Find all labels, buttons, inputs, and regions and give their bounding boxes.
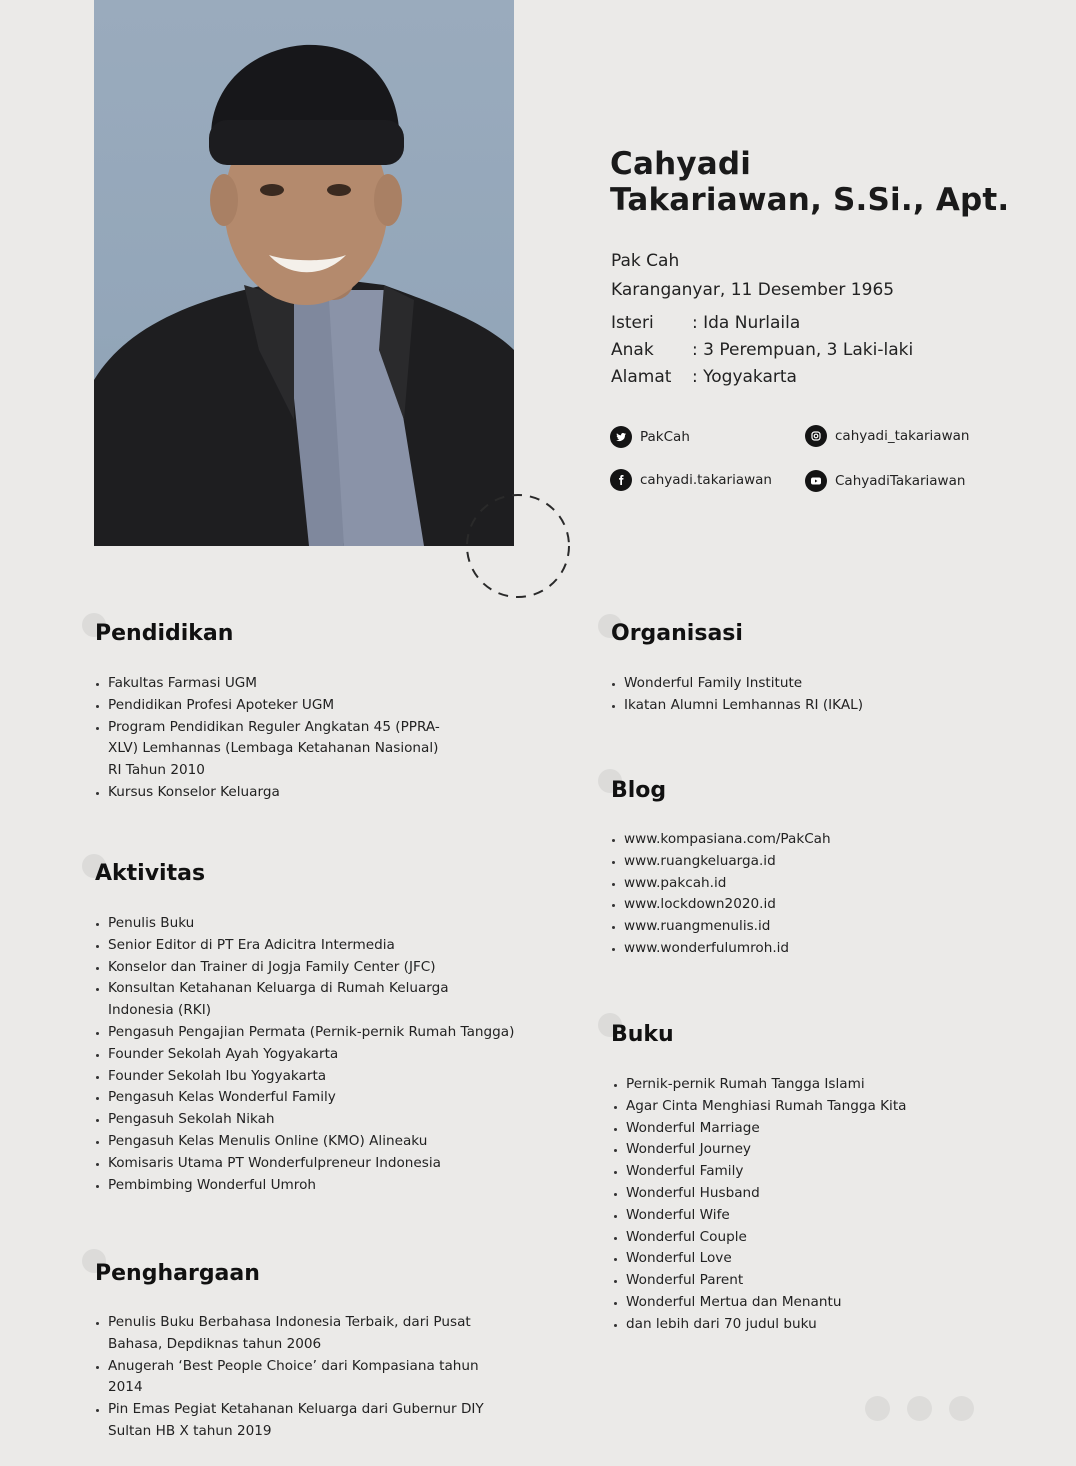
list-item: Kursus Konselor Keluarga [108,782,453,804]
social-facebook[interactable] [610,469,772,491]
section-title-pendidikan: Pendidikan [95,621,234,646]
list-item: Wonderful Love [626,1248,1046,1270]
section-title-blog: Blog [611,778,667,803]
page-dot[interactable] [907,1396,932,1421]
list-item: Wonderful Journey [626,1139,1046,1161]
blog-link[interactable]: www.wonderfulumroh.id [624,938,1044,960]
facebook-icon [610,469,632,491]
section-title-aktivitas: Aktivitas [95,861,206,886]
birth-info: Karanganyar, 11 Desember 1965 [611,280,895,300]
section-title-organisasi: Organisasi [611,621,743,646]
list-item: dan lebih dari 70 judul buku [626,1314,1046,1336]
list-item: Pin Emas Pegiat Ketahanan Keluarga dari Gubernur DIY Sultan HB X tahun 2019 [108,1399,493,1443]
list-item: Anugerah ‘Best People Choice’ dari Kompasiana tahun 2014 [108,1356,508,1400]
blog-link[interactable]: www.ruangkeluarga.id [624,851,1044,873]
buku-list [612,1074,1046,1336]
twitter-handle: PakCah [640,429,690,445]
list-item: Konsultan Ketahanan Keluarga di Rumah Keluarga Indonesia (RKI) [108,978,468,1022]
instagram-icon [805,425,827,447]
list-item: Wonderful Family Institute [624,673,1044,695]
penghargaan-list [94,1312,508,1443]
list-item: Fakultas Farmasi UGM [108,673,453,695]
decorative-dashed-circle [462,490,574,602]
nickname: Pak Cah [611,251,680,271]
blog-link[interactable]: www.lockdown2020.id [624,894,1044,916]
list-item: Pengasuh Sekolah Nikah [108,1109,508,1131]
aktivitas-list [94,913,515,1196]
facebook-handle: cahyadi.takariawan [640,472,772,488]
social-youtube[interactable] [805,470,965,492]
list-item: Pengasuh Kelas Menulis Online (KMO) Alineaku [108,1131,508,1153]
list-item: Pengasuh Kelas Wonderful Family [108,1087,508,1109]
spouse-value: : Ida Nurlaila [692,313,801,333]
page-dot[interactable] [865,1396,890,1421]
list-item: Wonderful Parent [626,1270,1046,1292]
blog-link[interactable]: www.ruangmenulis.id [624,916,1044,938]
list-item: Founder Sekolah Ibu Yogyakarta [108,1066,508,1088]
list-item: Konselor dan Trainer di Jogja Family Center (JFC) [108,957,508,979]
spouse-label: Isteri [611,313,654,333]
organisasi-list [610,673,1044,717]
page-indicator [865,1396,974,1421]
list-item: Penulis Buku Berbahasa Indonesia Terbaik, dari Pusat Bahasa, Depdiknas tahun 2006 [108,1312,473,1356]
blog-link[interactable]: www.pakcah.id [624,873,1044,895]
portrait-illustration [94,0,514,546]
children-label: Anak [611,340,654,360]
children-value: : 3 Perempuan, 3 Laki-laki [692,340,914,360]
social-instagram[interactable] [805,425,969,447]
list-item: Pendidikan Profesi Apoteker UGM [108,695,453,717]
list-item: Wonderful Mertua dan Menantu [626,1292,1046,1314]
blog-link[interactable]: www.kompasiana.com/PakCah [624,829,1044,851]
list-item: Wonderful Marriage [626,1118,1046,1140]
list-item: Wonderful Husband [626,1183,1046,1205]
list-item: Senior Editor di PT Era Adicitra Intermedia [108,935,508,957]
name-line-2: Takariawan, S.Si., Apt. [610,182,1010,218]
social-twitter[interactable] [610,426,690,448]
profile-name [610,146,1030,218]
list-item: Pengasuh Pengajian Permata (Pernik-pernik Rumah Tangga) [108,1022,508,1044]
list-item: Pernik-pernik Rumah Tangga Islami [626,1074,1046,1096]
list-item: Wonderful Wife [626,1205,1046,1227]
list-item: Penulis Buku [108,913,508,935]
list-item: Ikatan Alumni Lemhannas RI (IKAL) [624,695,1044,717]
name-line-1: Cahyadi [610,146,752,182]
youtube-handle: CahyadiTakariawan [835,473,966,489]
page-dot[interactable] [949,1396,974,1421]
twitter-icon [610,426,632,448]
instagram-handle: cahyadi_takariawan [835,428,970,444]
list-item: Wonderful Couple [626,1227,1046,1249]
section-title-buku: Buku [611,1022,674,1047]
address-value: : Yogyakarta [692,367,797,387]
portrait-photo [94,0,514,546]
blog-list [610,829,1044,960]
list-item: Pembimbing Wonderful Umroh [108,1175,508,1197]
list-item: Agar Cinta Menghiasi Rumah Tangga Kita [626,1096,1046,1118]
list-item: Komisaris Utama PT Wonderfulpreneur Indonesia [108,1153,508,1175]
youtube-icon [805,470,827,492]
list-item: Program Pendidikan Reguler Angkatan 45 (PPRA-XLV) Lemhannas (Lembaga Ketahanan Nasional) RI Tahun 2010 [108,717,453,782]
pendidikan-list [94,673,453,804]
address-label: Alamat [611,367,672,387]
list-item: Founder Sekolah Ayah Yogyakarta [108,1044,508,1066]
section-title-penghargaan: Penghargaan [95,1261,260,1286]
list-item: Wonderful Family [626,1161,1046,1183]
